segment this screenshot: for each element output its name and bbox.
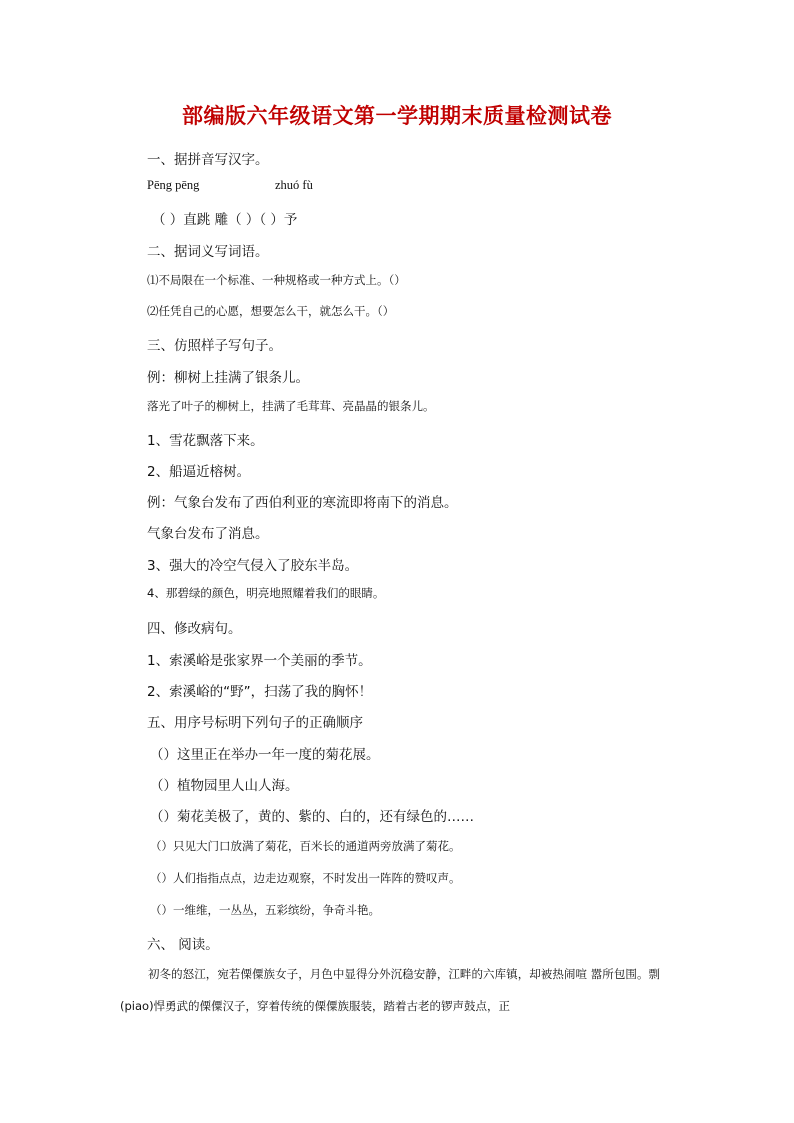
section-3-heading: 三、仿照样子写句子。 — [147, 338, 282, 354]
pinyin-2: zhuó fù — [275, 178, 313, 192]
pinyin-blanks: （ ）直跳 雕（ ）（ ）予 — [152, 212, 298, 228]
order-item: （）只见大门口放满了菊花，百米长的通道两旁放满了菊花。 — [150, 839, 461, 853]
section-3-example-1: 例：柳树上挂满了银条儿。 — [147, 370, 309, 386]
reading-paragraph: 初冬的怒江，宛若傈僳族女子，月色中显得分外沉稳安静，江畔的六库镇，却被热闹喧 嚣所包围。剽(piao)悍勇武的傈僳汉子，穿着传统的傈僳族服装，踏着古老的锣声鼓点，正 — [120, 967, 660, 1013]
order-item: （）人们指指点点，边走边观察，不时发出一阵阵的赞叹声。 — [150, 871, 461, 885]
section-2-q1: ⑴不局限在一个标准、一种规格或一种方式上。（） — [147, 273, 406, 287]
section-3-q4: 4、那碧绿的颜色，明亮地照耀着我们的眼睛。 — [147, 586, 385, 600]
section-4-q2: 2、索溪峪的“野”，扫荡了我的胸怀！ — [147, 684, 373, 700]
section-3-example-2-answer: 气象台发布了消息。 — [147, 526, 269, 542]
section-3-q1: 1、雪花飘落下来。 — [147, 433, 264, 449]
section-3-example-1-answer: 落光了叶子的柳树上，挂满了毛茸茸、亮晶晶的银条儿。 — [147, 399, 435, 413]
section-3-q2: 2、船逼近榕树。 — [147, 464, 251, 480]
page-title: 部编版六年级语文第一学期期末质量检测试卷 — [182, 103, 612, 128]
section-5-heading: 五、用序号标明下列句子的正确顺序 — [147, 715, 363, 731]
section-4-q1: 1、索溪峪是张家界一个美丽的季节。 — [147, 653, 372, 669]
order-item: （）植物园里人山人海。 — [150, 778, 299, 794]
section-2-heading: 二、据词义写词语。 — [147, 244, 269, 260]
section-4-heading: 四、修改病句。 — [147, 621, 242, 637]
section-2-q2: ⑵任凭自己的心愿，想要怎么干，就怎么干。（） — [147, 304, 395, 318]
section-1-heading: 一、据拼音写汉字。 — [147, 152, 269, 168]
section-3-example-2: 例：气象台发布了西伯利亚的寒流即将南下的消息。 — [147, 495, 458, 511]
pinyin-1: Pēng pēng — [147, 178, 200, 192]
order-item: （）一维维，一丛丛，五彩缤纷，争奇斗艳。 — [150, 903, 380, 917]
section-6-heading: 六、 阅读。 — [147, 937, 219, 953]
order-item: （）这里正在举办一年一度的菊花展。 — [150, 747, 380, 763]
order-item: （）菊花美极了，黄的、紫的、白的，还有绿色的…… — [150, 809, 474, 825]
section-3-q3: 3、强大的冷空气侵入了胶东半岛。 — [147, 558, 359, 574]
